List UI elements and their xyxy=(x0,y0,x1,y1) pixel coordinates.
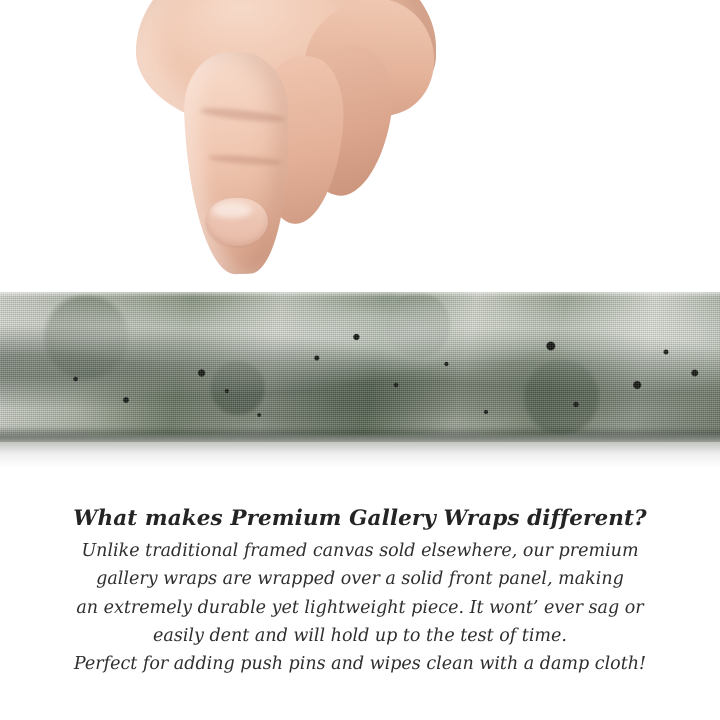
canvas-paint-mottling xyxy=(0,292,720,442)
hand-illustration xyxy=(108,0,438,292)
marketing-copy xyxy=(0,470,720,679)
canvas-weave-texture xyxy=(0,292,720,442)
copy-body-line: Perfect for adding push pins and wipes clean with a damp cloth! xyxy=(73,654,647,675)
canvas-top-highlight xyxy=(0,292,720,297)
copy-body-line: gallery wraps are wrapped over a solid front panel, making xyxy=(96,569,624,590)
fingernail xyxy=(206,198,268,246)
copy-body-line: an extremely durable yet lightweight piece. It wont’ ever sag or xyxy=(76,597,644,618)
copy-heading: What makes Premium Gallery Wraps different? xyxy=(73,506,647,531)
canvas-drop-shadow xyxy=(0,442,720,468)
hand-photo-area xyxy=(0,0,720,292)
copy-body-line: Unlike traditional framed canvas sold elsewhere, our premium xyxy=(81,541,639,561)
copy-body xyxy=(0,537,720,679)
canvas-wrap-edge xyxy=(0,292,720,442)
canvas-bottom-bevel xyxy=(0,426,720,442)
copy-body-line: easily dent and will hold up to the test of time. xyxy=(153,626,567,647)
canvas-dark-speckles xyxy=(0,292,720,442)
